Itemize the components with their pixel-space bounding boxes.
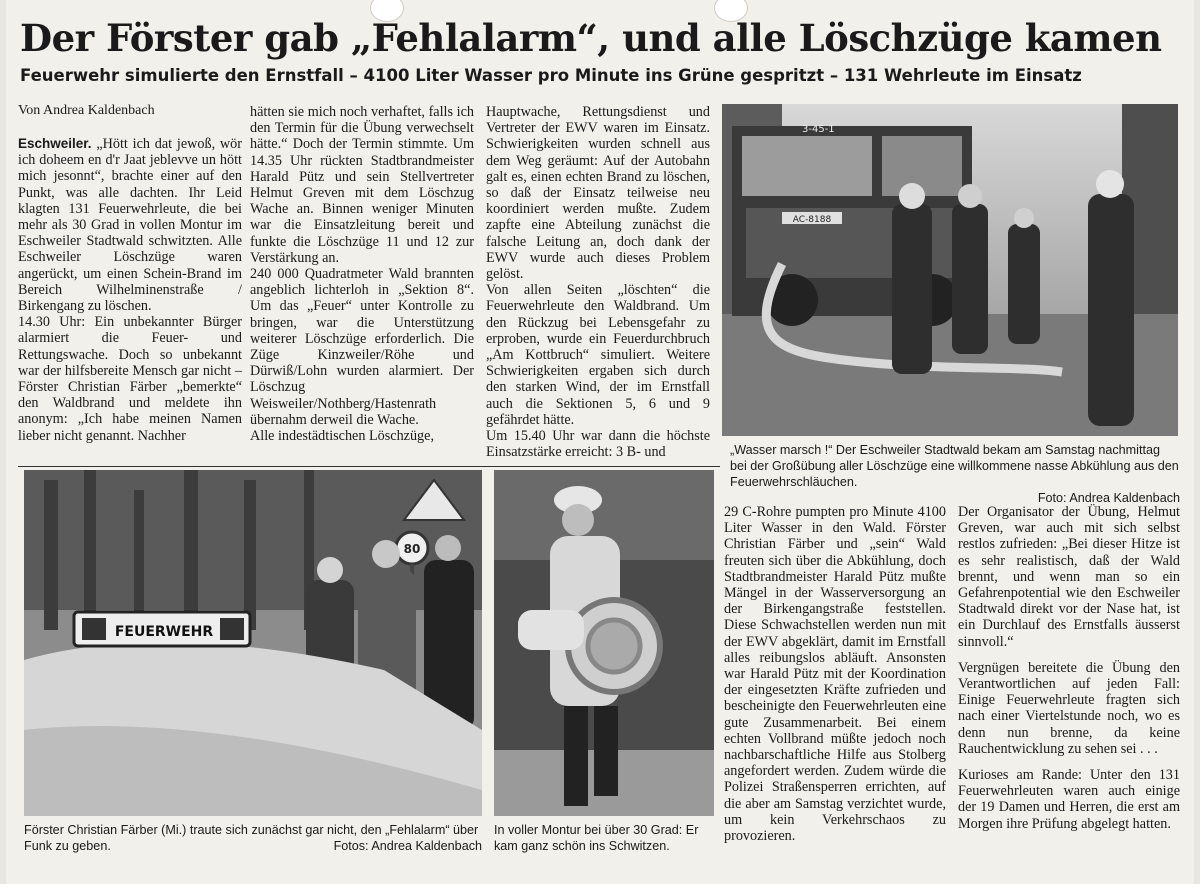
photo-firefighters-hose	[722, 104, 1178, 436]
caption-text: „Wasser marsch !“ Der Eschweiler Stadtwald bekam am Samstag nachmittag bei der Großübung aller Löschzüge eine willkommene nasse Abkühlung aus den Feuerwehrschläuchen.	[730, 443, 1179, 489]
photo-firefighter-hose-roll	[494, 470, 714, 816]
left-photo-caption	[24, 822, 482, 854]
car-roof-sign: FEUERWEHR	[114, 624, 214, 640]
paragraph: Der Organisator der Übung, Helmut Greven, war auch mit sich selbst restlos zufrieden: „Bei dieser Hitze ist es sehr realistisch, daß der Wald brennt, und wenn man so ein Gefahrenpotential wie den Eschweiler Stadtwald direkt vor der Nase hat, ist ein Durchlauf des Ernstfalls äusserst sinnvoll.“	[958, 504, 1180, 650]
headline: Der Förster gab „Fehlalarm“, und alle Löschzüge kamen	[20, 16, 1162, 60]
road-sign-speed: 80	[403, 542, 421, 556]
column-5	[958, 504, 1180, 832]
paragraph: hätten sie mich noch verhaftet, falls ich den Termin für die Übung verwechselt hätte.“ Doch der Termin stimmte. Um 14.35 Uhr rückten Stadtbrandmeister Harald Pütz und sein Stellvertreter Helmut Greven mit dem Löschzug Wache an. Binnen weniger Minuten war die Einsatzleitung bereit und funkte die Löschzüge 11 und 12 zur Verstärkung an.	[250, 104, 474, 266]
paragraph: Hauptwache, Rettungsdienst und Vertreter der EWV waren im Einsatz. Schwierigkeiten wurden schnell aus dem Weg geräumt: Auf der Autobahn galt es, einen echten Brand zu löschen, so daß der Einsatz teilweise neu koordiniert werden mußte. Zudem zapfte eine Abteilung zunächst die falsche Leitung an, doch dank der EWV wurde auch dieses Problem gelöst.	[486, 104, 710, 283]
truck-number: 3-45-1	[802, 124, 835, 135]
subheadline: Feuerwehr simulierte den Ernstfall – 4100 Liter Wasser pro Minute ins Grüne gespritzt – 131 Wehrleute im Einsatz	[20, 66, 1082, 85]
paragraph: „Hött ich dat jewoß, wör ich doheem en d'r Jaat jeblevve un hött mich jesonnt“, brachte einer auf den Punkt, was alle dachten. Ihr Leid klagten 131 Feuerwehrleute, die bei mehr als 30 Grad in vollen Montur im Eschweiler Stadtwald schwitzten. Alle Eschweiler Löschzüge waren angerückt, um einen Schein-Brand im Bereich Wilhelminenstraße / Birkengang zu löschen.	[18, 136, 242, 315]
caption-text: Förster Christian Färber (Mi.) traute sich zunächst gar nicht, den „Fehlalarm“ über Funk zu geben.	[24, 823, 479, 853]
paragraph: 240 000 Quadratmeter Wald brannten angeblich lichterloh in „Sektion 8“. Um das „Feuer“ unter Kontrolle zu bringen, war die Unterstützung weiterer Löschzüge erforderlich. Die Züge Kinzweiler/Röhe und Dürwiß/Lohn wurden alarmiert. Der Löschzug Weisweiler/Nothberg/Hastenrath übernahm derweil die Wache.	[250, 266, 474, 428]
dateline: Eschweiler.	[18, 136, 92, 151]
byline: Von Andrea Kaldenbach	[18, 103, 155, 118]
paragraph: Vergnügen bereitete die Übung den Verantwortlichen auf jeden Fall: Einige Feuerwehrleute fragten sich nach einer Viertelstunde noch, wo es denn nun brenne, da keine Rauchentwicklung zu sehen sei . . .	[958, 659, 1180, 757]
column-4	[724, 504, 946, 844]
photo-credit: Foto: Andrea Kaldenbach	[1037, 491, 1180, 505]
column-1	[18, 136, 242, 444]
paragraph: Um 15.40 Uhr war dann die höchste Einsatzstärke erreicht: 3 B- und	[486, 428, 710, 461]
photo-forester-car	[24, 470, 482, 816]
truck-plate: AC-8188	[792, 215, 832, 225]
photo-credit: Fotos: Andrea Kaldenbach	[333, 839, 482, 853]
paragraph: Alle indestädtischen Löschzüge,	[250, 428, 434, 445]
paragraph: 14.30 Uhr: Ein unbekannter Bürger alarmiert die Feuer- und Rettungswache. Doch so unbekannt war der hilfsbereite Mensch gar nicht – Förster Christian Färber „bemerkte“ den Waldbrand und meldete ihn anonym: „Ich habe meinen Namen lieber nicht genannt. Nachher	[18, 314, 242, 444]
column-2	[250, 104, 474, 444]
middle-photo-caption: In voller Montur bei über 30 Grad: Er kam ganz schön ins Schwitzen.	[494, 823, 699, 853]
paragraph: Von allen Seiten „löschten“ die Feuerwehrleute den Waldbrand. Um den Rückzug bei Lebensgefahr zu erproben, wurde ein Feuerdurchbruch „Am Kottbruch“ simuliert. Weitere Schwierigkeiten ergaben sich durch den starken Wind, der im Ernstfall auch die Sektionen 5, 6 und 9 gefährdet hätte.	[486, 282, 710, 428]
column-3	[486, 104, 710, 460]
top-photo-caption	[730, 442, 1180, 506]
paragraph: Kurioses am Rande: Unter den 131 Feuerwehrleuten waren auch einige der 19 Damen und Herren, die erst am Morgen ihre Prüfung abgelegt hatten.	[958, 767, 1180, 832]
paragraph: 29 C-Rohre pumpten pro Minute 4100 Liter Wasser in den Wald. Förster Christian Färber und „sein“ Wald freuten sich über die Abkühlung, doch Stadtbrandmeister Harald Pütz mußte Mängel in der Wasserversorgung an der Birkengangstraße feststellen. Diese Schwachstellen werden nun mit der EWV abgeklärt, damit im Ernstfall alles reibungslos abläuft. Ansonsten war Harald Pütz mit der Koordination der eingesetzten Kräfte zufrieden und bescheinigte den Feuerwehrleuten eine gute Zusammenarbeit. Bei einem echten Vollbrand müßte jedoch noch nachbarschaftliche Hilfe aus Stolberg angefordert werden. Zudem würde die Polizei Straßensperren errichten, auf die aber am Samstag verzichtet wurde, um kein Verkehrschaos zu provozieren.	[724, 504, 946, 845]
divider	[18, 466, 720, 467]
